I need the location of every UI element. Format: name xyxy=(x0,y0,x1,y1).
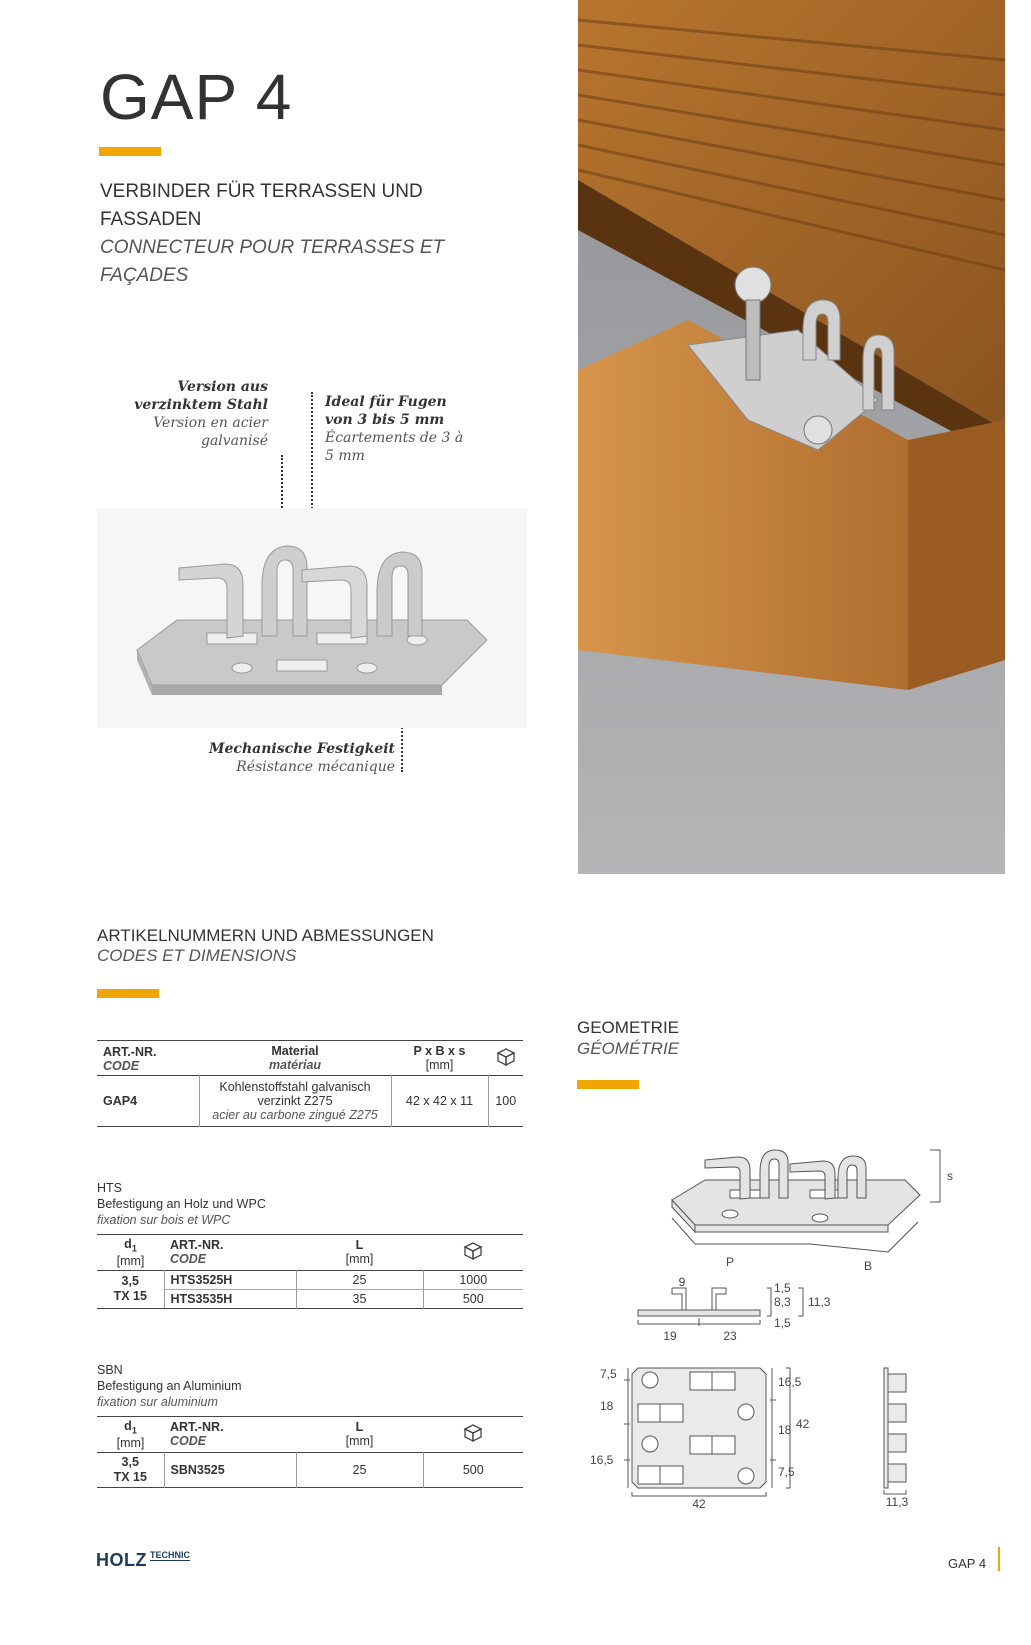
callout-gap-fr: Écartements de 3 à 5 mm xyxy=(325,430,464,464)
page-label: GAP 4 xyxy=(948,1556,987,1571)
geometry-title-fr: GÉOMÉTRIE xyxy=(577,1039,680,1058)
codes-h-material-fr: matériau xyxy=(268,1058,322,1072)
plan-right-2: 18 xyxy=(778,1423,792,1437)
codes-accent-bar xyxy=(97,989,159,998)
hts-h-d-unit: [mm] xyxy=(116,1253,145,1268)
sbn-row-code: SBN3525 xyxy=(164,1452,296,1487)
sbn-desc-fr: fixation sur aluminium xyxy=(97,1395,218,1409)
callout-strength-de: Mechanische Festigkeit xyxy=(209,741,395,757)
sbn-h-code-fr: CODE xyxy=(170,1434,207,1449)
hts-d-size: 3,5 xyxy=(121,1274,139,1288)
callout-steel xyxy=(120,378,268,450)
sbn-desc-de: Befestigung an Aluminium xyxy=(97,1379,242,1393)
codes-h-material-de: Material xyxy=(271,1044,319,1058)
page-title: GAP 4 xyxy=(100,61,293,133)
decking-photo xyxy=(578,0,1005,874)
hts-h-code-de: ART.-NR. xyxy=(170,1238,224,1253)
box-icon xyxy=(495,1047,517,1067)
side-dim-b: 8,3 xyxy=(774,1295,791,1309)
side-right-dim: 23 xyxy=(723,1329,737,1343)
hts-row1-code: HTS3525H xyxy=(164,1270,296,1289)
sbn-name: SBN xyxy=(97,1363,123,1377)
sbn-h-d-sub: 1 xyxy=(131,1425,137,1436)
hts-h-box xyxy=(423,1235,523,1271)
geometry-edge-view xyxy=(876,1366,926,1509)
codes-h-code-fr: CODE xyxy=(103,1059,140,1073)
callout-strength-fr: Résistance mécanique xyxy=(236,759,395,775)
callout-gap xyxy=(325,393,475,465)
sbn-h-l-unit: [mm] xyxy=(345,1434,374,1449)
codes-h-box xyxy=(488,1041,523,1076)
codes-title-fr: CODES ET DIMENSIONS xyxy=(97,946,297,965)
side-top-dim: 9 xyxy=(678,1275,686,1289)
hts-h-l xyxy=(296,1235,423,1271)
codes-row-material xyxy=(199,1076,391,1127)
sbn-heading xyxy=(97,1362,242,1410)
codes-h-code xyxy=(97,1041,199,1076)
codes-row-dims: 42 x 42 x 11 xyxy=(391,1076,488,1127)
side-dim-c: 1,5 xyxy=(774,1316,791,1330)
side-dim-a: 1,5 xyxy=(774,1281,791,1295)
callout-strength xyxy=(205,740,395,776)
hts-heading xyxy=(97,1180,266,1228)
callout-gap-de: Ideal für Fugen von 3 bis 5 mm xyxy=(325,394,447,428)
codes-h-code-de: ART.-NR. xyxy=(103,1045,157,1059)
side-dim-total: 11,3 xyxy=(808,1295,831,1309)
plan-height: 42 xyxy=(796,1417,810,1431)
box-icon xyxy=(462,1423,484,1443)
codes-table xyxy=(97,1040,523,1127)
geometry-label-p: P xyxy=(725,1255,735,1269)
codes-h-material xyxy=(199,1041,391,1076)
hts-table xyxy=(97,1234,523,1309)
hts-d-value xyxy=(97,1270,164,1308)
hts-h-l-unit: [mm] xyxy=(345,1252,374,1267)
sbn-d-value xyxy=(97,1452,164,1487)
plan-right-3: 7,5 xyxy=(778,1465,795,1479)
brand-name: HOLZ xyxy=(96,1550,147,1570)
hts-h-code xyxy=(164,1235,296,1271)
sbn-h-d xyxy=(97,1417,164,1453)
table-row xyxy=(97,1452,523,1487)
plan-left-1: 7,5 xyxy=(600,1367,617,1381)
hts-row1-pcs: 1000 xyxy=(423,1270,523,1289)
plan-width: 42 xyxy=(692,1497,706,1511)
subtitle-fr: CONNECTEUR POUR TERRASSES ET FAÇADES xyxy=(100,237,445,286)
product-image xyxy=(97,508,527,728)
hts-desc-de: Befestigung an Holz und WPC xyxy=(97,1197,266,1211)
codes-title-de: ARTIKELNUMMERN UND ABMESSUNGEN xyxy=(97,926,434,945)
codes-row-material-fr: acier au carbone zingué Z275 xyxy=(212,1108,378,1122)
codes-row-pcs: 100 xyxy=(488,1076,523,1127)
plan-right-1: 16,5 xyxy=(778,1375,802,1389)
hts-row1-l: 25 xyxy=(296,1270,423,1289)
sbn-h-d-label: d xyxy=(124,1419,132,1433)
hts-h-d-label: d xyxy=(124,1237,132,1251)
sbn-h-l-label: L xyxy=(355,1420,364,1435)
hts-row2-pcs: 500 xyxy=(423,1289,523,1308)
page-accent-bar xyxy=(998,1547,1000,1571)
geometry-title-de: GEOMETRIE xyxy=(577,1018,680,1037)
hts-d-tx: TX 15 xyxy=(113,1289,147,1303)
hts-row2-l: 35 xyxy=(296,1289,423,1308)
sbn-h-code xyxy=(164,1417,296,1453)
hts-desc-fr: fixation sur bois et WPC xyxy=(97,1213,231,1227)
sbn-d-tx: TX 15 xyxy=(113,1469,147,1484)
brand-name-small: TECHNIC xyxy=(150,1550,190,1560)
sbn-row-l: 25 xyxy=(296,1452,423,1487)
hts-name: HTS xyxy=(97,1181,122,1195)
sbn-h-d-unit: [mm] xyxy=(116,1435,145,1450)
brand-logo xyxy=(96,1550,190,1571)
sbn-h-box xyxy=(423,1417,523,1453)
callout-steel-de: Version aus verzinktem Stahl xyxy=(134,379,268,413)
hts-h-d xyxy=(97,1235,164,1271)
title-accent-bar xyxy=(99,147,161,156)
geometry-plan-view xyxy=(590,1360,840,1510)
codes-row-material-de: Kohlenstoffstahl galvanisch verzinkt Z275 xyxy=(219,1080,371,1108)
codes-h-dims-unit: [mm] xyxy=(425,1058,454,1072)
subtitle-de: VERBINDER FÜR TERRASSEN UND FASSADEN xyxy=(100,181,423,230)
plan-left-3: 16,5 xyxy=(590,1453,614,1467)
edge-width: 11,3 xyxy=(885,1495,909,1509)
geometry-label-b: B xyxy=(863,1259,873,1273)
sbn-h-l xyxy=(296,1417,423,1453)
table-row xyxy=(97,1270,523,1289)
codes-h-dims xyxy=(391,1041,488,1076)
geometry-accent-bar xyxy=(577,1080,639,1089)
hts-row2-code: HTS3535H xyxy=(164,1289,296,1308)
box-icon xyxy=(462,1241,484,1261)
plan-left-2: 18 xyxy=(600,1399,614,1413)
geometry-iso-drawing xyxy=(660,1140,960,1273)
side-left-dim: 19 xyxy=(663,1329,677,1343)
sbn-table xyxy=(97,1416,523,1488)
callout-steel-fr: Version en acier galvanisé xyxy=(153,415,268,449)
sbn-row-pcs: 500 xyxy=(423,1452,523,1487)
sbn-d-size: 3,5 xyxy=(121,1454,139,1469)
geometry-side-view xyxy=(628,1275,848,1350)
hts-h-code-fr: CODE xyxy=(170,1252,207,1267)
table-row xyxy=(97,1076,523,1127)
codes-h-dims-label: P x B x s xyxy=(413,1044,466,1058)
geometry-label-s: s xyxy=(947,1169,953,1183)
sbn-h-code-de: ART.-NR. xyxy=(170,1420,224,1435)
hts-h-l-label: L xyxy=(355,1238,364,1253)
hts-h-d-sub: 1 xyxy=(131,1243,137,1254)
codes-row-code: GAP4 xyxy=(103,1094,138,1108)
